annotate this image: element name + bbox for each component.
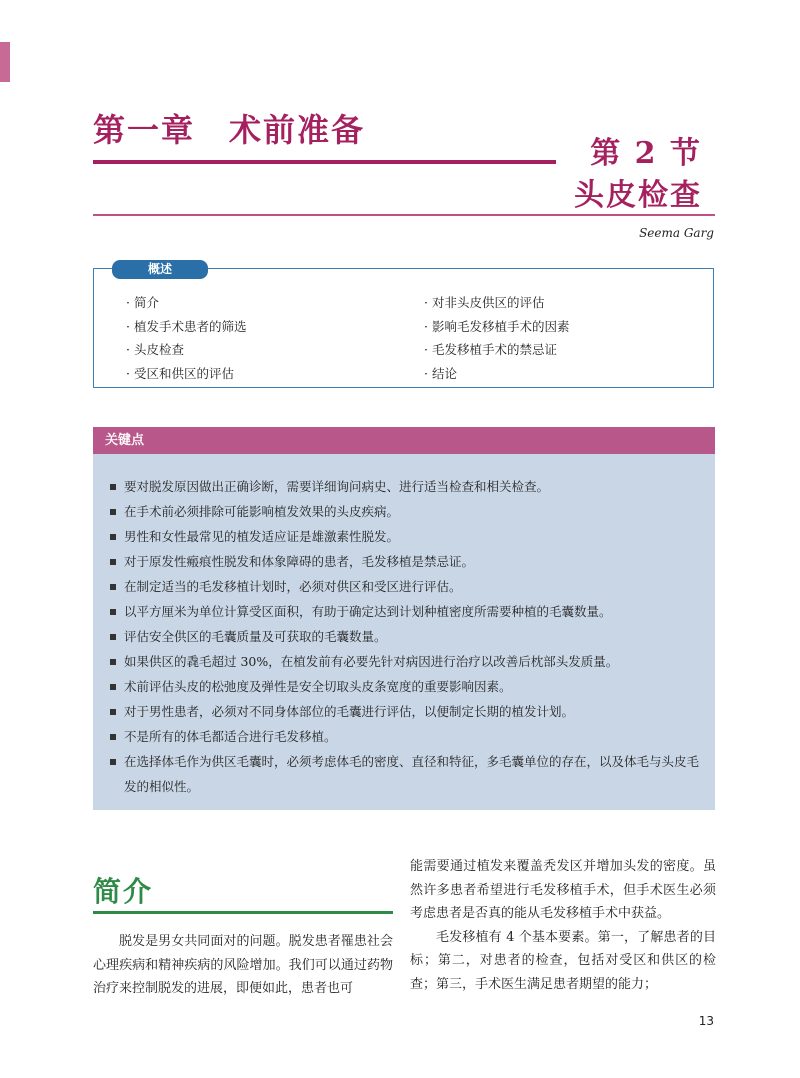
key-point-item: 对于男性患者，必须对不同身体部位的毛囊进行评估，以便制定长期的植发计划。 — [108, 699, 703, 724]
intro-rule — [93, 911, 393, 914]
chapter-side-tab — [0, 42, 10, 82]
intro-right-column — [410, 855, 716, 996]
overview-item: · 植发手术患者的筛选 — [126, 315, 246, 339]
intro-heading: 简介 — [93, 875, 154, 908]
intro-left-column — [93, 930, 393, 1001]
section-title: 头皮检查 — [574, 178, 702, 213]
overview-item: · 受区和供区的评估 — [126, 362, 246, 386]
key-point-item: 在制定适当的毛发移植计划时，必须对供区和受区进行评估。 — [108, 574, 703, 599]
overview-item: · 对非头皮供区的评估 — [424, 291, 569, 315]
key-points-header: 关键点 — [93, 427, 715, 454]
overview-item: · 简介 — [126, 291, 246, 315]
overview-label: 概述 — [112, 260, 208, 279]
key-point-item: 术前评估头皮的松弛度及弹性是安全切取头皮条宽度的重要影响因素。 — [108, 674, 703, 699]
key-points-box — [93, 427, 715, 810]
chapter-rule — [93, 160, 556, 164]
key-point-item: 如果供区的毳毛超过 30%，在植发前有必要先针对病因进行治疗以改善后枕部头发质量。 — [108, 649, 703, 674]
key-point-item: 要对脱发原因做出正确诊断，需要详细询问病史、进行适当检查和相关检查。 — [108, 474, 703, 499]
page-number: 13 — [698, 1014, 714, 1028]
section-rule — [93, 214, 715, 216]
chapter-title: 第一章 术前准备 — [93, 111, 366, 149]
key-point-item: 以平方厘米为单位计算受区面积，有助于确定达到计划种植密度所需要种植的毛囊数量。 — [108, 599, 703, 624]
key-point-item: 在手术前必须排除可能影响植发效果的头皮疾病。 — [108, 499, 703, 524]
section-number: 第 2 节 — [590, 136, 702, 171]
intro-paragraph: 脱发是男女共同面对的问题。脱发患者罹患社会心理疾病和精神疾病的风险增加。我们可以通过药物治疗来控制脱发的进展，即便如此，患者也可 — [93, 934, 393, 996]
key-point-item: 在选择体毛作为供区毛囊时，必须考虑体毛的密度、直径和特征，多毛囊单位的存在，以及体毛与头皮毛发的相似性。 — [108, 749, 703, 799]
overview-item: · 影响毛发移植手术的因素 — [424, 315, 569, 339]
intro-paragraph-continuation: 能需要通过植发来覆盖秃发区并增加头发的密度。虽然许多患者希望进行毛发移植手术，但手术医生必须考虑患者是否真的能从毛发移植手术中获益。 — [410, 859, 716, 921]
overview-item: · 毛发移植手术的禁忌证 — [424, 338, 569, 362]
overview-item: · 头皮检查 — [126, 338, 246, 362]
key-points-list — [108, 474, 703, 799]
key-point-item: 男性和女性最常见的植发适应证是雄激素性脱发。 — [108, 524, 703, 549]
intro-paragraph: 毛发移植有 4 个基本要素。第一，了解患者的目标；第二，对患者的检查，包括对受区和供区的检查；第三，手术医生满足患者期望的能力； — [410, 929, 716, 992]
key-point-item: 评估安全供区的毛囊质量及可获取的毛囊数量。 — [108, 624, 703, 649]
overview-left-list — [126, 291, 246, 385]
author-name: Seema Garg — [639, 226, 714, 240]
key-point-item: 对于原发性瘢痕性脱发和体象障碍的患者，毛发移植是禁忌证。 — [108, 549, 703, 574]
overview-item: · 结论 — [424, 362, 569, 386]
key-point-item: 不是所有的体毛都适合进行毛发移植。 — [108, 724, 703, 749]
overview-right-list — [424, 291, 569, 385]
